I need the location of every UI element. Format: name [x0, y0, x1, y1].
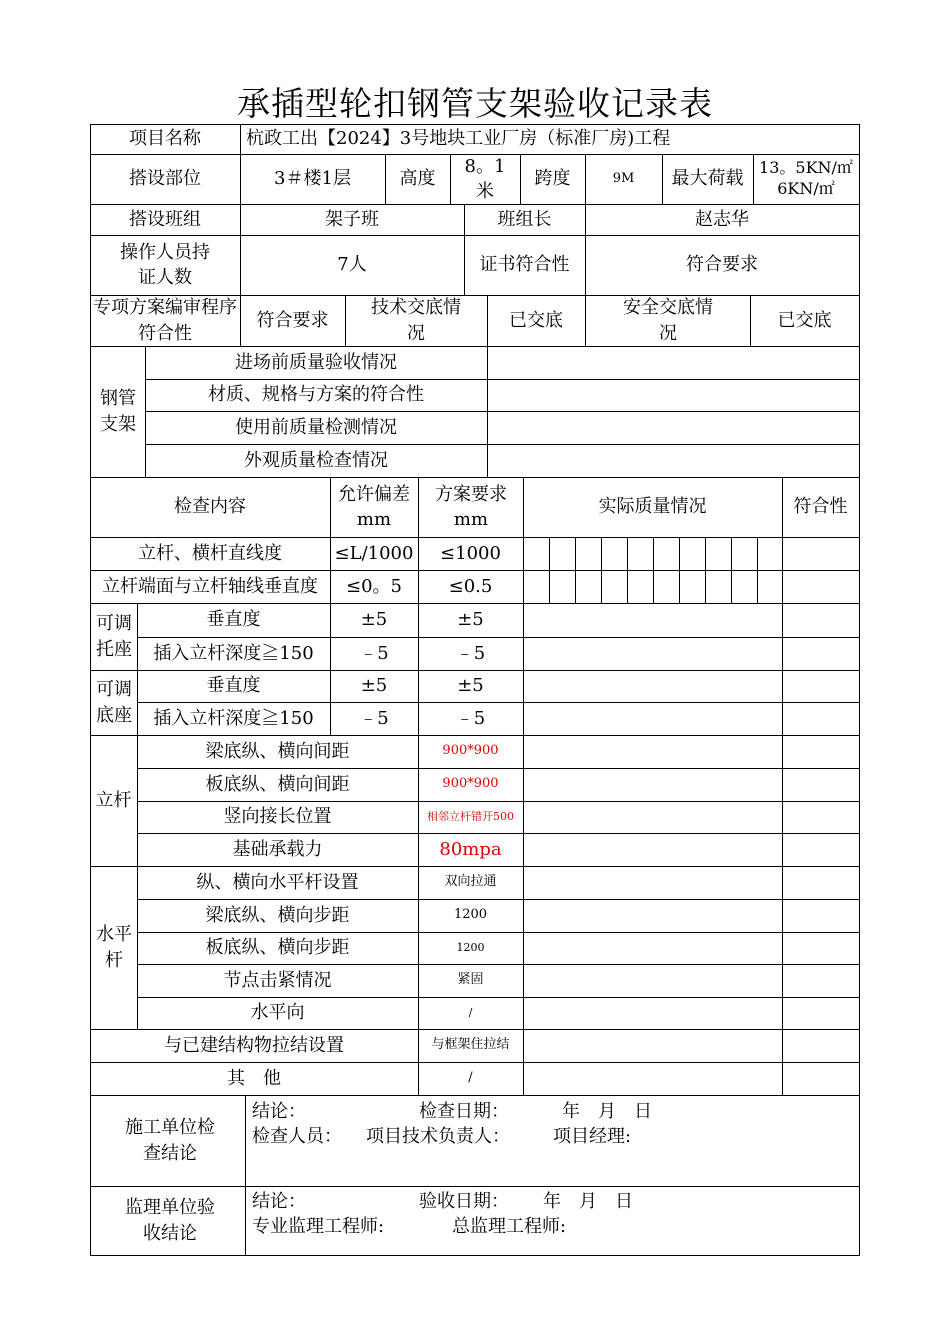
construction-tech-lead: 项目技术负责人： — [366, 1126, 510, 1147]
load-value-slab: 13。5KN/㎡ — [759, 158, 853, 178]
top-support-row1-plan: ±5 — [457, 609, 484, 631]
pole-value: 900*900 — [442, 776, 499, 792]
safety-value: 已交底 — [777, 309, 832, 331]
pole-label: 立杆 — [95, 789, 132, 811]
horizontal-label: 水平杆 — [96, 924, 132, 971]
top-support-label: 可调托座 — [96, 613, 132, 660]
top-support-row2: 插入立杆深度≧150 — [153, 642, 314, 664]
construction-label: 施工单位检查结论 — [125, 1117, 215, 1164]
vertical-allow: ≤0。5 — [346, 575, 402, 597]
bottom-support-row1: 垂直度 — [206, 675, 261, 697]
pole-value: 80mpa — [439, 838, 502, 860]
horizontal-item: 梁底纵、横向步距 — [205, 904, 350, 926]
supervision-chief: 总监理工程师: — [452, 1216, 567, 1237]
bottom-support-row2-plan: ﹣5 — [455, 707, 486, 729]
span-value: 9M — [612, 170, 635, 186]
pole-item: 梁底纵、横向间距 — [205, 740, 350, 762]
pole-item: 板底纵、横向间距 — [205, 773, 350, 795]
steel-item: 使用前质量检测情况 — [235, 416, 397, 438]
straight-plan: ≤1000 — [440, 542, 501, 564]
construction-date-units: 年 月 日 — [562, 1101, 652, 1122]
horizontal-value: / — [468, 1006, 473, 1020]
pole-item: 基础承载力 — [232, 838, 323, 860]
vertical-plan: ≤0.5 — [448, 575, 493, 597]
pole-value: 900*900 — [442, 743, 499, 759]
steel-label: 钢管支架 — [100, 388, 136, 435]
col-allow: 允许偏差mm — [338, 483, 410, 530]
construction-manager: 项目经理: — [553, 1126, 632, 1147]
supervision-conclusion: 结论： — [252, 1191, 306, 1212]
tech-value: 已交底 — [509, 309, 563, 331]
page-title: 承插型轮扣钢管支架验收记录表 — [237, 84, 713, 123]
team-label: 搭设班组 — [129, 208, 201, 230]
load-value-beam: 6KN/㎡ — [777, 179, 835, 198]
tech-label: 技术交底情况 — [371, 297, 461, 344]
pole-item: 竖向接长位置 — [223, 806, 332, 828]
supervision-engineer: 专业监理工程师: — [252, 1216, 385, 1237]
other-value: / — [468, 1070, 473, 1086]
horizontal-item: 板底纵、横向步距 — [205, 937, 350, 959]
horizontal-value: 1200 — [453, 907, 488, 923]
height-label: 高度 — [399, 168, 436, 190]
bottom-support-row2-allow: ﹣5 — [359, 707, 389, 729]
leader-value: 赵志华 — [695, 208, 749, 230]
operators-label: 操作人员持证人数 — [120, 241, 210, 288]
construction-date-label: 检查日期： — [419, 1101, 509, 1122]
col-plan: 方案要求mm — [435, 483, 507, 530]
construction-conclusion: 结论： — [252, 1101, 306, 1122]
top-support-row1-allow: ±5 — [360, 609, 388, 631]
col-content: 检查内容 — [174, 496, 246, 518]
steel-item: 进场前质量验收情况 — [235, 351, 397, 373]
vertical-label: 立杆端面与立杆轴线垂直度 — [102, 575, 318, 597]
top-support-row2-plan: ﹣5 — [455, 642, 486, 664]
tie-label: 与已建结构物拉结设置 — [164, 1034, 344, 1056]
cert-value: 符合要求 — [686, 254, 758, 276]
steel-item: 材质、规格与方案的符合性 — [208, 384, 424, 406]
construction-inspector: 检查人员： — [252, 1126, 342, 1147]
team-value: 架子班 — [325, 208, 379, 230]
plan-label: 专项方案编审程序符合性 — [93, 297, 237, 344]
project-label: 项目名称 — [129, 128, 201, 150]
bottom-support-row1-allow: ±5 — [360, 675, 388, 697]
top-support-row2-allow: ﹣5 — [359, 642, 389, 664]
col-actual: 实际质量情况 — [598, 496, 707, 518]
cert-label: 证书符合性 — [479, 254, 570, 276]
leader-label: 班组长 — [497, 208, 552, 230]
project-value: 杭政工出【2024】3号地块工业厂房（标准厂房)工程 — [246, 128, 671, 150]
pole-value: 相邻立杆错开500 — [427, 810, 514, 824]
load-value — [753, 154, 859, 204]
col-conform: 符合性 — [793, 496, 848, 518]
safety-label: 安全交底情况 — [623, 297, 713, 344]
height-value: 8。1米 — [464, 155, 506, 202]
supervision-label: 监理单位验收结论 — [125, 1197, 215, 1244]
span-label: 跨度 — [534, 168, 571, 190]
other-label: 其 他 — [227, 1067, 281, 1089]
bottom-support-label: 可调底座 — [96, 679, 132, 726]
load-label: 最大荷载 — [671, 168, 744, 190]
straight-label: 立杆、横杆直线度 — [138, 542, 282, 564]
bottom-support-row1-plan: ±5 — [457, 675, 484, 697]
steel-item: 外观质量检查情况 — [244, 449, 388, 471]
horizontal-value: 双向拉通 — [444, 874, 497, 890]
straight-allow: ≤L/1000 — [334, 542, 414, 564]
bottom-support-row2: 插入立杆深度≧150 — [153, 707, 314, 729]
tie-value: 与框架住拉结 — [431, 1037, 510, 1053]
horizontal-value: 1200 — [456, 941, 485, 955]
top-support-row1: 垂直度 — [206, 609, 261, 631]
location-value: 3＃楼1层 — [274, 168, 351, 190]
plan-value: 符合要求 — [256, 309, 329, 331]
horizontal-item: 节点击紧情况 — [223, 969, 332, 991]
horizontal-item: 纵、横向水平杆设置 — [196, 871, 359, 893]
supervision-date-units: 年 月 日 — [543, 1191, 633, 1212]
supervision-date-label: 验收日期： — [419, 1191, 509, 1212]
location-label: 搭设部位 — [129, 168, 201, 190]
operators-value: 7人 — [337, 254, 367, 276]
horizontal-value: 紧固 — [457, 972, 484, 988]
horizontal-item: 水平向 — [250, 1002, 305, 1024]
